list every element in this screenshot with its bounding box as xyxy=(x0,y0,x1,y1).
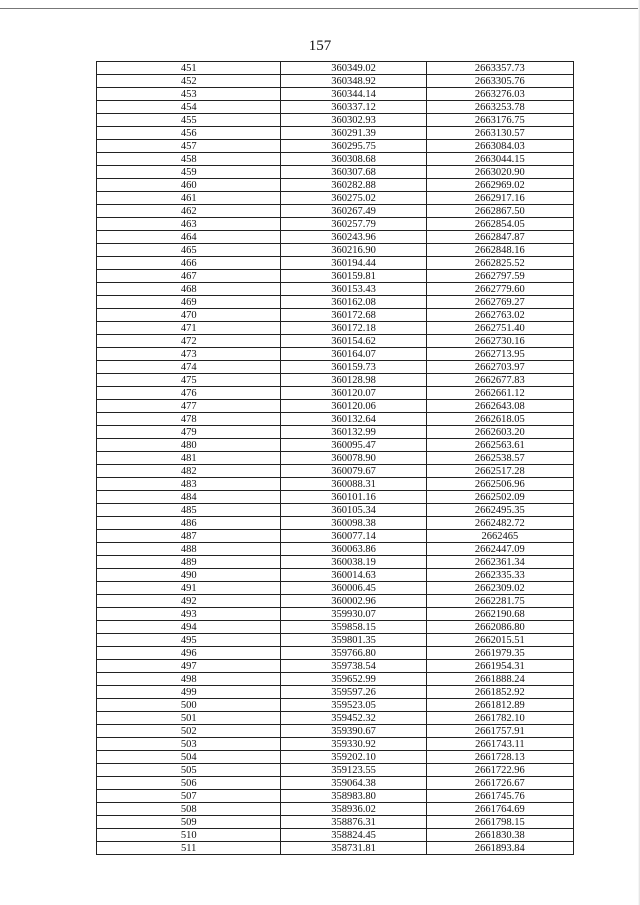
y-coordinate-cell: 2662867.50 xyxy=(426,205,573,218)
x-coordinate-cell: 360077.14 xyxy=(281,530,426,543)
point-number-cell: 490 xyxy=(97,569,281,582)
x-coordinate-cell: 360038.19 xyxy=(281,556,426,569)
y-coordinate-cell: 2661830.38 xyxy=(426,829,573,842)
table-row xyxy=(97,387,574,400)
table-row xyxy=(97,88,574,101)
y-coordinate-cell: 2661745.76 xyxy=(426,790,573,803)
x-coordinate-cell: 360079.67 xyxy=(281,465,426,478)
x-coordinate-cell: 359652.99 xyxy=(281,673,426,686)
table-row xyxy=(97,179,574,192)
point-number-cell: 511 xyxy=(97,842,281,855)
table-row xyxy=(97,608,574,621)
y-coordinate-cell: 2662538.57 xyxy=(426,452,573,465)
y-coordinate-cell: 2661782.10 xyxy=(426,712,573,725)
table-row xyxy=(97,361,574,374)
point-number-cell: 488 xyxy=(97,543,281,556)
point-number-cell: 482 xyxy=(97,465,281,478)
x-coordinate-cell: 360159.81 xyxy=(281,270,426,283)
point-number-cell: 472 xyxy=(97,335,281,348)
coordinates-table-body xyxy=(97,62,574,855)
y-coordinate-cell: 2662618.05 xyxy=(426,413,573,426)
y-coordinate-cell: 2661722.96 xyxy=(426,764,573,777)
x-coordinate-cell: 360105.34 xyxy=(281,504,426,517)
point-number-cell: 489 xyxy=(97,556,281,569)
y-coordinate-cell: 2663305.76 xyxy=(426,75,573,88)
table-row xyxy=(97,517,574,530)
x-coordinate-cell: 360291.39 xyxy=(281,127,426,140)
point-number-cell: 496 xyxy=(97,647,281,660)
table-row xyxy=(97,777,574,790)
y-coordinate-cell: 2662661.12 xyxy=(426,387,573,400)
x-coordinate-cell: 360337.12 xyxy=(281,101,426,114)
x-coordinate-cell: 360153.43 xyxy=(281,283,426,296)
y-coordinate-cell: 2663020.90 xyxy=(426,166,573,179)
y-coordinate-cell: 2662361.34 xyxy=(426,556,573,569)
x-coordinate-cell: 360172.18 xyxy=(281,322,426,335)
point-number-cell: 451 xyxy=(97,62,281,75)
table-row xyxy=(97,504,574,517)
table-row xyxy=(97,725,574,738)
x-coordinate-cell: 360257.79 xyxy=(281,218,426,231)
table-row xyxy=(97,842,574,855)
y-coordinate-cell: 2662825.52 xyxy=(426,257,573,270)
point-number-cell: 468 xyxy=(97,283,281,296)
y-coordinate-cell: 2662309.02 xyxy=(426,582,573,595)
x-coordinate-cell: 360014.63 xyxy=(281,569,426,582)
y-coordinate-cell: 2662751.40 xyxy=(426,322,573,335)
point-number-cell: 462 xyxy=(97,205,281,218)
y-coordinate-cell: 2662281.75 xyxy=(426,595,573,608)
table-row xyxy=(97,75,574,88)
x-coordinate-cell: 360154.62 xyxy=(281,335,426,348)
point-number-cell: 452 xyxy=(97,75,281,88)
point-number-cell: 474 xyxy=(97,361,281,374)
y-coordinate-cell: 2662495.35 xyxy=(426,504,573,517)
y-coordinate-cell: 2662465 xyxy=(426,530,573,543)
table-row xyxy=(97,491,574,504)
point-number-cell: 469 xyxy=(97,296,281,309)
table-row xyxy=(97,166,574,179)
point-number-cell: 495 xyxy=(97,634,281,647)
table-row xyxy=(97,465,574,478)
x-coordinate-cell: 359523.05 xyxy=(281,699,426,712)
point-number-cell: 455 xyxy=(97,114,281,127)
x-coordinate-cell: 360275.02 xyxy=(281,192,426,205)
table-row xyxy=(97,530,574,543)
table-row xyxy=(97,322,574,335)
point-number-cell: 510 xyxy=(97,829,281,842)
x-coordinate-cell: 360063.86 xyxy=(281,543,426,556)
point-number-cell: 453 xyxy=(97,88,281,101)
table-row xyxy=(97,218,574,231)
y-coordinate-cell: 2661893.84 xyxy=(426,842,573,855)
y-coordinate-cell: 2662502.09 xyxy=(426,491,573,504)
x-coordinate-cell: 360120.07 xyxy=(281,387,426,400)
table-row xyxy=(97,738,574,751)
x-coordinate-cell: 358876.31 xyxy=(281,816,426,829)
point-number-cell: 501 xyxy=(97,712,281,725)
table-row xyxy=(97,621,574,634)
point-number-cell: 499 xyxy=(97,686,281,699)
y-coordinate-cell: 2662517.28 xyxy=(426,465,573,478)
y-coordinate-cell: 2663176.75 xyxy=(426,114,573,127)
point-number-cell: 457 xyxy=(97,140,281,153)
x-coordinate-cell: 359930.07 xyxy=(281,608,426,621)
point-number-cell: 484 xyxy=(97,491,281,504)
x-coordinate-cell: 360295.75 xyxy=(281,140,426,153)
y-coordinate-cell: 2662506.96 xyxy=(426,478,573,491)
page-number: 157 xyxy=(308,38,332,54)
y-coordinate-cell: 2662763.02 xyxy=(426,309,573,322)
point-number-cell: 479 xyxy=(97,426,281,439)
x-coordinate-cell: 360088.31 xyxy=(281,478,426,491)
y-coordinate-cell: 2663084.03 xyxy=(426,140,573,153)
y-coordinate-cell: 2662854.05 xyxy=(426,218,573,231)
x-coordinate-cell: 359738.54 xyxy=(281,660,426,673)
x-coordinate-cell: 360243.96 xyxy=(281,231,426,244)
point-number-cell: 485 xyxy=(97,504,281,517)
table-row xyxy=(97,439,574,452)
table-row xyxy=(97,660,574,673)
table-row xyxy=(97,829,574,842)
point-number-cell: 481 xyxy=(97,452,281,465)
x-coordinate-cell: 360095.47 xyxy=(281,439,426,452)
x-coordinate-cell: 360282.88 xyxy=(281,179,426,192)
table-row xyxy=(97,790,574,803)
x-coordinate-cell: 359064.38 xyxy=(281,777,426,790)
x-coordinate-cell: 359330.92 xyxy=(281,738,426,751)
table-row xyxy=(97,127,574,140)
y-coordinate-cell: 2661954.31 xyxy=(426,660,573,673)
y-coordinate-cell: 2662482.72 xyxy=(426,517,573,530)
point-number-cell: 483 xyxy=(97,478,281,491)
point-number-cell: 463 xyxy=(97,218,281,231)
point-number-cell: 493 xyxy=(97,608,281,621)
table-row xyxy=(97,231,574,244)
y-coordinate-cell: 2662703.97 xyxy=(426,361,573,374)
y-coordinate-cell: 2661812.89 xyxy=(426,699,573,712)
x-coordinate-cell: 360194.44 xyxy=(281,257,426,270)
table-row xyxy=(97,244,574,257)
y-coordinate-cell: 2662015.51 xyxy=(426,634,573,647)
point-number-cell: 509 xyxy=(97,816,281,829)
point-number-cell: 505 xyxy=(97,764,281,777)
point-number-cell: 475 xyxy=(97,374,281,387)
x-coordinate-cell: 360120.06 xyxy=(281,400,426,413)
y-coordinate-cell: 2662643.08 xyxy=(426,400,573,413)
x-coordinate-cell: 360164.07 xyxy=(281,348,426,361)
point-number-cell: 507 xyxy=(97,790,281,803)
point-number-cell: 486 xyxy=(97,517,281,530)
table-row xyxy=(97,374,574,387)
x-coordinate-cell: 360101.16 xyxy=(281,491,426,504)
table-row xyxy=(97,283,574,296)
point-number-cell: 503 xyxy=(97,738,281,751)
x-coordinate-cell: 360159.73 xyxy=(281,361,426,374)
point-number-cell: 470 xyxy=(97,309,281,322)
table-row xyxy=(97,257,574,270)
y-coordinate-cell: 2662769.27 xyxy=(426,296,573,309)
x-coordinate-cell: 360098.38 xyxy=(281,517,426,530)
point-number-cell: 454 xyxy=(97,101,281,114)
table-row xyxy=(97,101,574,114)
y-coordinate-cell: 2662447.09 xyxy=(426,543,573,556)
point-number-cell: 456 xyxy=(97,127,281,140)
point-number-cell: 492 xyxy=(97,595,281,608)
point-number-cell: 500 xyxy=(97,699,281,712)
x-coordinate-cell: 360308.68 xyxy=(281,153,426,166)
table-row xyxy=(97,686,574,699)
x-coordinate-cell: 359858.15 xyxy=(281,621,426,634)
point-number-cell: 466 xyxy=(97,257,281,270)
y-coordinate-cell: 2661888.24 xyxy=(426,673,573,686)
table-row xyxy=(97,751,574,764)
x-coordinate-cell: 360132.99 xyxy=(281,426,426,439)
y-coordinate-cell: 2661726.67 xyxy=(426,777,573,790)
point-number-cell: 465 xyxy=(97,244,281,257)
x-coordinate-cell: 359123.55 xyxy=(281,764,426,777)
table-row xyxy=(97,400,574,413)
table-row xyxy=(97,595,574,608)
x-coordinate-cell: 358731.81 xyxy=(281,842,426,855)
x-coordinate-cell: 359597.26 xyxy=(281,686,426,699)
y-coordinate-cell: 2662730.16 xyxy=(426,335,573,348)
y-coordinate-cell: 2661743.11 xyxy=(426,738,573,751)
table-row xyxy=(97,452,574,465)
table-row xyxy=(97,153,574,166)
table-row xyxy=(97,647,574,660)
x-coordinate-cell: 360348.92 xyxy=(281,75,426,88)
y-coordinate-cell: 2663253.78 xyxy=(426,101,573,114)
y-coordinate-cell: 2662848.16 xyxy=(426,244,573,257)
y-coordinate-cell: 2662677.83 xyxy=(426,374,573,387)
point-number-cell: 467 xyxy=(97,270,281,283)
y-coordinate-cell: 2663130.57 xyxy=(426,127,573,140)
y-coordinate-cell: 2661757.91 xyxy=(426,725,573,738)
y-coordinate-cell: 2661852.92 xyxy=(426,686,573,699)
table-row xyxy=(97,296,574,309)
y-coordinate-cell: 2662917.16 xyxy=(426,192,573,205)
table-row xyxy=(97,62,574,75)
x-coordinate-cell: 360302.93 xyxy=(281,114,426,127)
table-row xyxy=(97,699,574,712)
x-coordinate-cell: 359766.80 xyxy=(281,647,426,660)
point-number-cell: 478 xyxy=(97,413,281,426)
y-coordinate-cell: 2662969.02 xyxy=(426,179,573,192)
x-coordinate-cell: 360307.68 xyxy=(281,166,426,179)
table-row xyxy=(97,543,574,556)
x-coordinate-cell: 360006.45 xyxy=(281,582,426,595)
point-number-cell: 504 xyxy=(97,751,281,764)
table-row xyxy=(97,192,574,205)
x-coordinate-cell: 358824.45 xyxy=(281,829,426,842)
point-number-cell: 473 xyxy=(97,348,281,361)
point-number-cell: 498 xyxy=(97,673,281,686)
x-coordinate-cell: 360344.14 xyxy=(281,88,426,101)
table-row xyxy=(97,348,574,361)
y-coordinate-cell: 2661728.13 xyxy=(426,751,573,764)
table-row xyxy=(97,413,574,426)
table-row xyxy=(97,426,574,439)
x-coordinate-cell: 360349.02 xyxy=(281,62,426,75)
point-number-cell: 459 xyxy=(97,166,281,179)
point-number-cell: 487 xyxy=(97,530,281,543)
point-number-cell: 480 xyxy=(97,439,281,452)
table-row xyxy=(97,556,574,569)
y-coordinate-cell: 2661798.15 xyxy=(426,816,573,829)
y-coordinate-cell: 2662335.33 xyxy=(426,569,573,582)
x-coordinate-cell: 360002.96 xyxy=(281,595,426,608)
table-row xyxy=(97,140,574,153)
x-coordinate-cell: 360267.49 xyxy=(281,205,426,218)
table-row xyxy=(97,803,574,816)
x-coordinate-cell: 360162.08 xyxy=(281,296,426,309)
x-coordinate-cell: 360216.90 xyxy=(281,244,426,257)
point-number-cell: 460 xyxy=(97,179,281,192)
y-coordinate-cell: 2662603.20 xyxy=(426,426,573,439)
x-coordinate-cell: 360172.68 xyxy=(281,309,426,322)
point-number-cell: 497 xyxy=(97,660,281,673)
point-number-cell: 461 xyxy=(97,192,281,205)
x-coordinate-cell: 360128.98 xyxy=(281,374,426,387)
x-coordinate-cell: 360078.90 xyxy=(281,452,426,465)
y-coordinate-cell: 2661979.35 xyxy=(426,647,573,660)
y-coordinate-cell: 2663357.73 xyxy=(426,62,573,75)
point-number-cell: 471 xyxy=(97,322,281,335)
table-row xyxy=(97,270,574,283)
point-number-cell: 508 xyxy=(97,803,281,816)
point-number-cell: 464 xyxy=(97,231,281,244)
y-coordinate-cell: 2663044.15 xyxy=(426,153,573,166)
y-coordinate-cell: 2663276.03 xyxy=(426,88,573,101)
point-number-cell: 477 xyxy=(97,400,281,413)
table-row xyxy=(97,569,574,582)
y-coordinate-cell: 2661764.69 xyxy=(426,803,573,816)
x-coordinate-cell: 359390.67 xyxy=(281,725,426,738)
table-row xyxy=(97,634,574,647)
point-number-cell: 494 xyxy=(97,621,281,634)
y-coordinate-cell: 2662190.68 xyxy=(426,608,573,621)
scan-top-rule xyxy=(0,0,640,9)
point-number-cell: 506 xyxy=(97,777,281,790)
point-number-cell: 458 xyxy=(97,153,281,166)
y-coordinate-cell: 2662797.59 xyxy=(426,270,573,283)
x-coordinate-cell: 359202.10 xyxy=(281,751,426,764)
point-number-cell: 476 xyxy=(97,387,281,400)
y-coordinate-cell: 2662563.61 xyxy=(426,439,573,452)
x-coordinate-cell: 359801.35 xyxy=(281,634,426,647)
table-row xyxy=(97,816,574,829)
table-row xyxy=(97,335,574,348)
y-coordinate-cell: 2662847.87 xyxy=(426,231,573,244)
point-number-cell: 502 xyxy=(97,725,281,738)
point-number-cell: 491 xyxy=(97,582,281,595)
table-row xyxy=(97,673,574,686)
table-row xyxy=(97,712,574,725)
x-coordinate-cell: 359452.32 xyxy=(281,712,426,725)
y-coordinate-cell: 2662779.60 xyxy=(426,283,573,296)
coordinates-table xyxy=(96,61,574,855)
table-row xyxy=(97,114,574,127)
x-coordinate-cell: 358983.80 xyxy=(281,790,426,803)
y-coordinate-cell: 2662086.80 xyxy=(426,621,573,634)
y-coordinate-cell: 2662713.95 xyxy=(426,348,573,361)
x-coordinate-cell: 358936.02 xyxy=(281,803,426,816)
table-row xyxy=(97,582,574,595)
table-row xyxy=(97,309,574,322)
x-coordinate-cell: 360132.64 xyxy=(281,413,426,426)
table-row xyxy=(97,478,574,491)
table-row xyxy=(97,205,574,218)
table-row xyxy=(97,764,574,777)
